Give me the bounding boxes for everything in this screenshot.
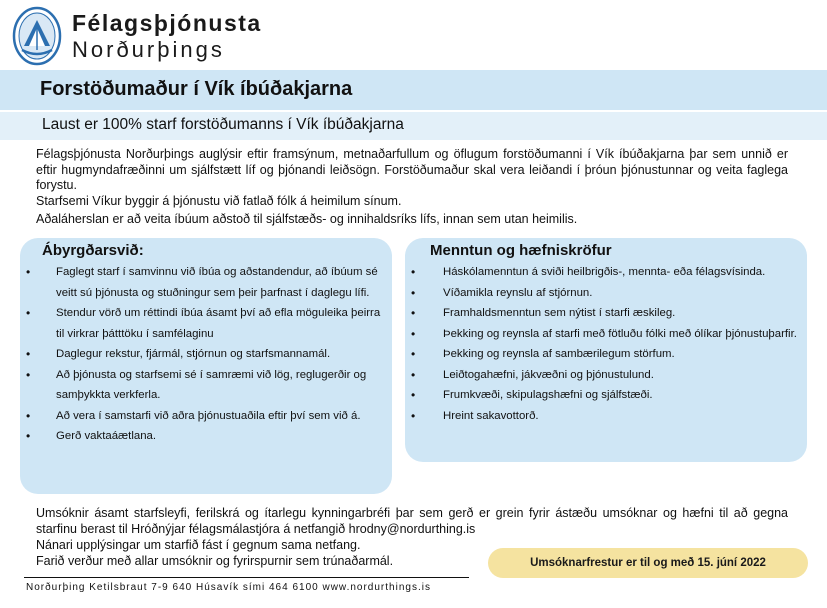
page-title: Forstöðumaður í Vík íbúðakjarna bbox=[40, 78, 353, 100]
qualifications-heading: Menntun og hæfniskröfur bbox=[430, 242, 612, 259]
intro-paragraph: Félagsþjónusta Norðurþings auglýsir eftir framsýnum, metnaðarfullum og öflugum forstöðumanni í Vík íbúðakjarna þar sem unnið er eftir hugmyndafræðinni um sjálfstætt líf og þjónandi leiðsögn. Forstöðumaður skal vera leiðandi í þróun þjónustunnar og veita faglega forystu. bbox=[36, 147, 788, 192]
qualifications-box bbox=[405, 238, 807, 462]
page-subtitle: Laust er 100% starf forstöðumanns í Vík íbúðakjarna bbox=[42, 116, 404, 133]
list-item: • Þekking og reynsla af starfi með fötluðu fólki með ólíkar þjónustuþarfir. bbox=[405, 324, 807, 345]
list-item: • Stendur vörð um réttindi íbúa ásamt því að efla möguleika þeirra til virkrar þátttöku í samfélaginu bbox=[20, 303, 392, 344]
footer-contact: Norðurþing Ketilsbraut 7-9 640 Húsavík sími 464 6100 www.nordurthings.is bbox=[26, 582, 431, 593]
organization-name: Félagsþjónusta bbox=[72, 10, 262, 36]
closing-paragraph: Nánari upplýsingar um starfið fást í gegnum sama netfang. bbox=[36, 538, 361, 552]
list-item: • Frumkvæði, skipulagshæfni og sjálfstæði. bbox=[405, 385, 807, 406]
list-item: • Leiðtogahæfni, jákvæðni og þjónustulund. bbox=[405, 365, 807, 386]
organization-logo bbox=[12, 6, 62, 66]
list-item: • Hreint sakavottorð. bbox=[405, 406, 807, 427]
bullet-icon: • bbox=[411, 326, 416, 341]
bullet-icon: • bbox=[411, 388, 416, 402]
bullet-icon: • bbox=[26, 367, 31, 382]
list-item: • Víðamikla reynslu af stjórnun. bbox=[405, 283, 807, 304]
list-item: • Að þjónusta og starfsemi sé í samræmi við lög, reglugerðir og samþykkta verkferla. bbox=[20, 365, 392, 406]
bullet-icon: • bbox=[411, 265, 416, 279]
bullet-icon: • bbox=[26, 408, 31, 423]
responsibilities-heading: Ábyrgðarsvið: bbox=[42, 242, 144, 259]
list-item: • Faglegt starf í samvinnu við íbúa og aðstandendur, að íbúum sé veitt sú þjónusta og stuðningur sem þeir þarfnast í daglegu lífi. bbox=[20, 262, 392, 303]
bullet-icon: • bbox=[26, 306, 31, 320]
intro-paragraph: Starfsemi Víkur byggir á þjónustu við fatlað fólk á heimilum sínum. bbox=[36, 193, 402, 208]
bullet-icon: • bbox=[411, 347, 416, 361]
intro-text bbox=[36, 147, 788, 228]
bullet-icon: • bbox=[26, 429, 31, 443]
list-item: • Þekking og reynsla af sambærilegum störfum. bbox=[405, 344, 807, 365]
responsibilities-list bbox=[20, 262, 392, 447]
intro-paragraph: Aðaláherslan er að veita íbúum aðstoð til sjálfstæðs- og innihaldsríks lífs, innan sem utan heimilis. bbox=[36, 212, 578, 226]
closing-paragraph: Umsóknir ásamt starfsleyfi, ferilskrá og ítarlegu kynningarbréfi þar sem gerð er grein fyrir ástæðu umsóknar og hæfni til að gegna starfinu berast til Hróðnýjar félagsmálastjóra á netfangið hrodny@nordurthing.is bbox=[36, 506, 788, 536]
responsibilities-box bbox=[20, 238, 392, 494]
list-item: • Að vera í samstarfi við aðra þjónustuaðila eftir því sem við á. bbox=[20, 406, 392, 427]
qualifications-list bbox=[405, 262, 807, 426]
bullet-icon: • bbox=[411, 367, 416, 382]
footer-divider bbox=[24, 577, 469, 578]
closing-paragraph: Farið verður með allar umsóknir og fyrirspurnir sem trúnaðarmál. bbox=[36, 554, 394, 568]
bullet-icon: • bbox=[26, 265, 31, 279]
bullet-icon: • bbox=[411, 408, 416, 423]
organization-subname: Norðurþings bbox=[72, 37, 225, 62]
bullet-icon: • bbox=[411, 285, 416, 300]
list-item: • Daglegur rekstur, fjármál, stjórnun og starfsmannamál. bbox=[20, 344, 392, 365]
list-item: • Framhaldsmenntun sem nýtist í starfi æskileg. bbox=[405, 303, 807, 324]
bullet-icon: • bbox=[411, 306, 416, 320]
list-item: • Gerð vaktaáætlana. bbox=[20, 426, 392, 447]
bullet-icon: • bbox=[26, 347, 31, 361]
list-item: • Háskólamenntun á sviði heilbrigðis-, mennta- eða félagsvísinda. bbox=[405, 262, 807, 283]
deadline-badge: Umsóknarfrestur er til og með 15. júní 2022 bbox=[488, 548, 808, 578]
